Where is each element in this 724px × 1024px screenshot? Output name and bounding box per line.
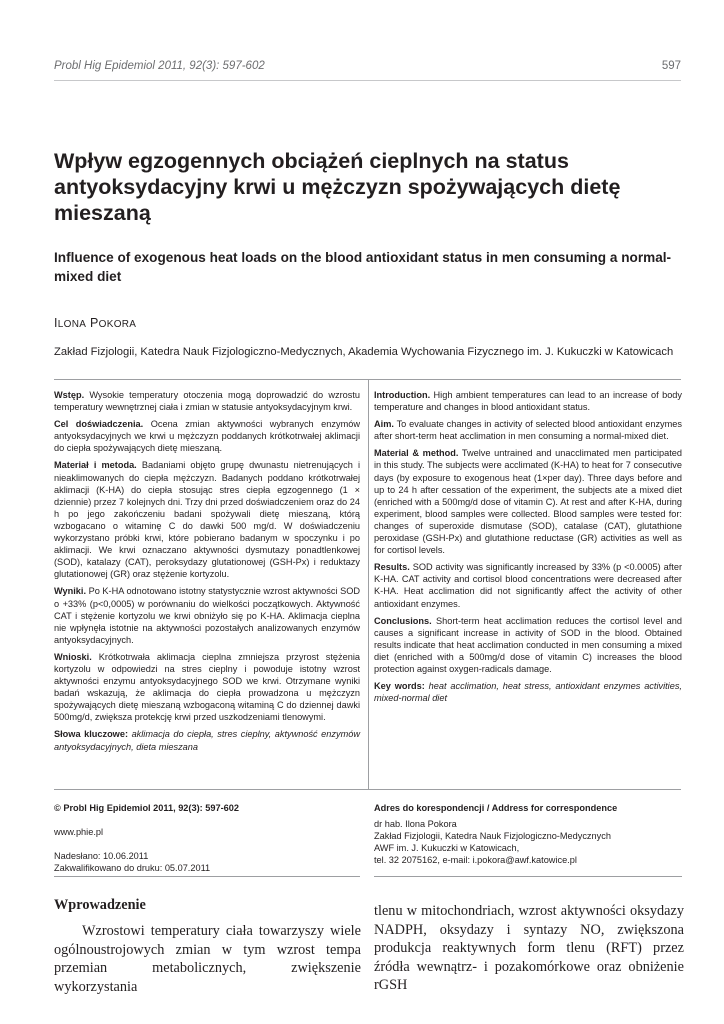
article-info — [54, 802, 354, 874]
label: Aim. — [374, 419, 394, 430]
label: Materiał i metoda. — [54, 460, 137, 471]
correspondence — [374, 802, 684, 866]
abstract-english — [374, 389, 682, 709]
correspondence-name: dr hab. Ilona Pokora — [374, 819, 457, 829]
text: Ocena zmian aktywności wybranych enzymów antyoksydacyjnych we krwi u mężczyzn poddanych krótkotrwałej aklimacji do ciepła spożywających dietę mieszaną. — [54, 419, 360, 454]
abstract-en-keywords — [374, 680, 682, 704]
journal-url[interactable]: www.phie.pl — [54, 827, 104, 837]
received-date: Nadesłano: 10.06.2011 — [54, 851, 149, 861]
abstract-pl-cel — [54, 418, 360, 454]
text: Po K-HA odnotowano istotny statystycznie wzrost aktywności SOD o +33% (p<0,0005) w porównaniu do wielkości początkowych. Aktywność CAT i stężenie kortyzolu we krwi obniżyło się po K-HA. Aklimacja cieplna nie wpłynęła istotnie na aktywności pozostałych analizowanych enzymów antyoksydacyjnych. — [54, 586, 360, 645]
author-first-rest: LONA — [57, 319, 87, 330]
correspondence-header: Adres do korespondencji / Address for correspondence — [374, 803, 618, 813]
abstract-pl-wyniki — [54, 585, 360, 645]
abstract-divider — [368, 380, 369, 789]
text: aklimacja do ciepła, stres cieplny, aktywność enzymów antyoksydacyjnych, dieta mieszana — [54, 729, 360, 752]
header-rule — [54, 80, 681, 81]
label: Key words: — [374, 681, 425, 692]
abstract-pl-keywords — [54, 728, 360, 752]
page-number: 597 — [661, 60, 681, 72]
abstract-en-method — [374, 447, 682, 556]
label: Wyniki. — [54, 586, 86, 597]
abstract-en-aim — [374, 418, 682, 442]
label: Cel doświadczenia. — [54, 419, 144, 430]
text: heat acclimation, heat stress, antioxidant enzymes activities, mixed-normal diet — [374, 681, 682, 704]
author-first-initial: I — [54, 316, 58, 330]
accepted-date: Zakwalifikowano do druku: 05.07.2011 — [54, 863, 211, 873]
text: To evaluate changes in activity of selected blood antioxidant enzymes after short-term heat acclimation in men consuming a normal-mixed diet. — [374, 419, 682, 442]
abstract-pl-material — [54, 459, 360, 580]
author-last-rest: OKORA — [98, 319, 137, 330]
section-heading: Wprowadzenie — [54, 897, 146, 913]
text: Wysokie temperatury otoczenia mogą doprowadzić do wzrostu temperatury wewnętrznej ciała i zmian w statusie antyoksydacyjnym krwi. — [54, 390, 361, 413]
running-head — [54, 60, 681, 78]
text: Short-term heat acclimation reduces the cortisol level and causes a significant increase in activity of SOD in the blood. Obtained results indicate that heat acclimation conducted in men consuming a mixed diet (enriched with a 500mg/d dose of vitamin C) increases the blood protection against oxygen-radicals damage. — [374, 615, 682, 674]
abstract-en-results — [374, 561, 682, 609]
label: Introduction. — [374, 390, 431, 400]
info-rule-left — [54, 876, 360, 877]
text: SOD activity was significantly increased by 33% (p <0.0005) after K-HA. CAT activity and cortisol blood concentrations were decreased after K-HA. Heat acclimation did not significantly affect the activity of other antioxidant enzymes. — [374, 562, 683, 609]
label: Material & method. — [374, 448, 459, 459]
label: Wnioski. — [54, 651, 92, 662]
correspondence-contact: tel. 32 2075162, e-mail: i.pokora@awf.katowice.pl — [374, 855, 577, 865]
correspondence-address-1: Zakład Fizjologii, Katedra Nauk Fizjologiczno-Medycznych — [374, 831, 611, 841]
author-last-initial: P — [90, 316, 99, 330]
abstract-pl-wnioski — [54, 651, 360, 724]
body-text-left: Wzrostowi temperatury ciała towarzyszy wiele ogólnoustrojowych zmian w tym wzrost tempa przemian metabolicznych, zwiększenie wykorzystania — [54, 923, 361, 995]
abstract-polish — [54, 389, 360, 758]
text: Badaniami objęto grupę dwunastu nietrenujących i nieaklimowanych do ciepła mężczyzn. Badanych poddano krótkotrwałej aklimacji (K-HA) do ciepła stosując stres ciepła egzogennego (1 × dziennie) przez 7 kolejnych dni. Trzy dni przed doświadczeniem oraz do 24 h po jego zakończeniu badani spożywali dietę mieszaną, którą wzbogacano o witaminę C do dawki 500 mg/d. W doświadczeniu wykorzystano próbki krwi, które pobierano badanym w spoczynku i po aklimacji. We krwi oznaczano aktywności dysmutazy ponadtlenkowej (SOD), katalazy (CAT), peroksydazy glutationowej (GSH-Px) i reduktazy glutationowej (GR) oraz stężenie kortyzolu. — [54, 460, 360, 580]
affiliation: Zakład Fizjologii, Katedra Nauk Fizjologiczno-Medycznych, Akademia Wychowania Fizycznego im. J. Kukuczki w Katowicach — [54, 346, 674, 358]
author — [54, 316, 136, 330]
info-citation: © Probl Hig Epidemiol 2011, 92(3): 597-602 — [54, 803, 239, 813]
text: Twelve untrained and unacclimated men participated in this study. The subjects were acclimated (K-HA) to heat for 7 consecutive days (by exposure to exogenous heat (1×per day). Three days before and up to 24 h after cessation of the experiment, the subjects ate a mixed diet (enriched with a 500mg/d dose of vitamin C). At rest and after K-HA, during experiment, blood samples were collected. Blood samples were tested for: changes of superoxide dismutase (SOD), catalase (CAT), glutathione peroxidase (GSH-Px) and glutathione reductase (GR) activities as well as for cortisol levels. — [374, 448, 682, 556]
label: Słowa kluczowe: — [54, 729, 129, 740]
label: Conclusions. — [374, 615, 432, 626]
correspondence-address-2: AWF im. J. Kukuczki w Katowicach, — [374, 843, 520, 853]
running-head-citation: Probl Hig Epidemiol 2011, 92(3): 597-602 — [54, 60, 265, 72]
title-polish: Wpływ egzogennych obciążeń cieplnych na status antyoksydacyjny krwi u mężczyzn spożywających dietę mieszaną — [54, 149, 621, 225]
label: Wstęp. — [54, 390, 85, 400]
text: Krótkotrwała aklimacja cieplna zmniejsza przyrost stężenia kortyzolu w odpowiedzi na stres cieplny i powoduje istotny wzrost aktywności enzymu antyoksydacyjnego SOD we krwi. Otrzymane wyniki badań wskazują, że aklimacja do ciepła prowadzona u mężczyzn spożywających dietę mieszaną wzbogaconą witaminą C do dziennej dawki 500mg/d, zwiększa protekcję krwi przed uszkodzeniami tlenowymi. — [54, 651, 360, 723]
text: High ambient temperatures can lead to an increase of body temperature and changes in blood antioxidant status. — [374, 390, 683, 413]
body-text-right: tlenu w mitochondriach, wzrost aktywności oksydazy NADPH, oksydazy i syntazy NO, zwiększona produkcja reaktywnych form tlenu (RFT) przez źródła wewnątrz- i pozakomórkowe oraz obniżenie rGSH — [374, 903, 684, 994]
title-english: Influence of exogenous heat loads on the blood antioxidant status in men consuming a normal-mixed diet — [54, 250, 672, 284]
label: Results. — [374, 562, 410, 573]
info-rule-right — [374, 876, 682, 877]
abstract-en-intro — [374, 389, 682, 413]
abstract-rule-bottom — [54, 789, 681, 790]
abstract-en-conclusions — [374, 615, 682, 675]
abstract-pl-wstep — [54, 389, 360, 413]
